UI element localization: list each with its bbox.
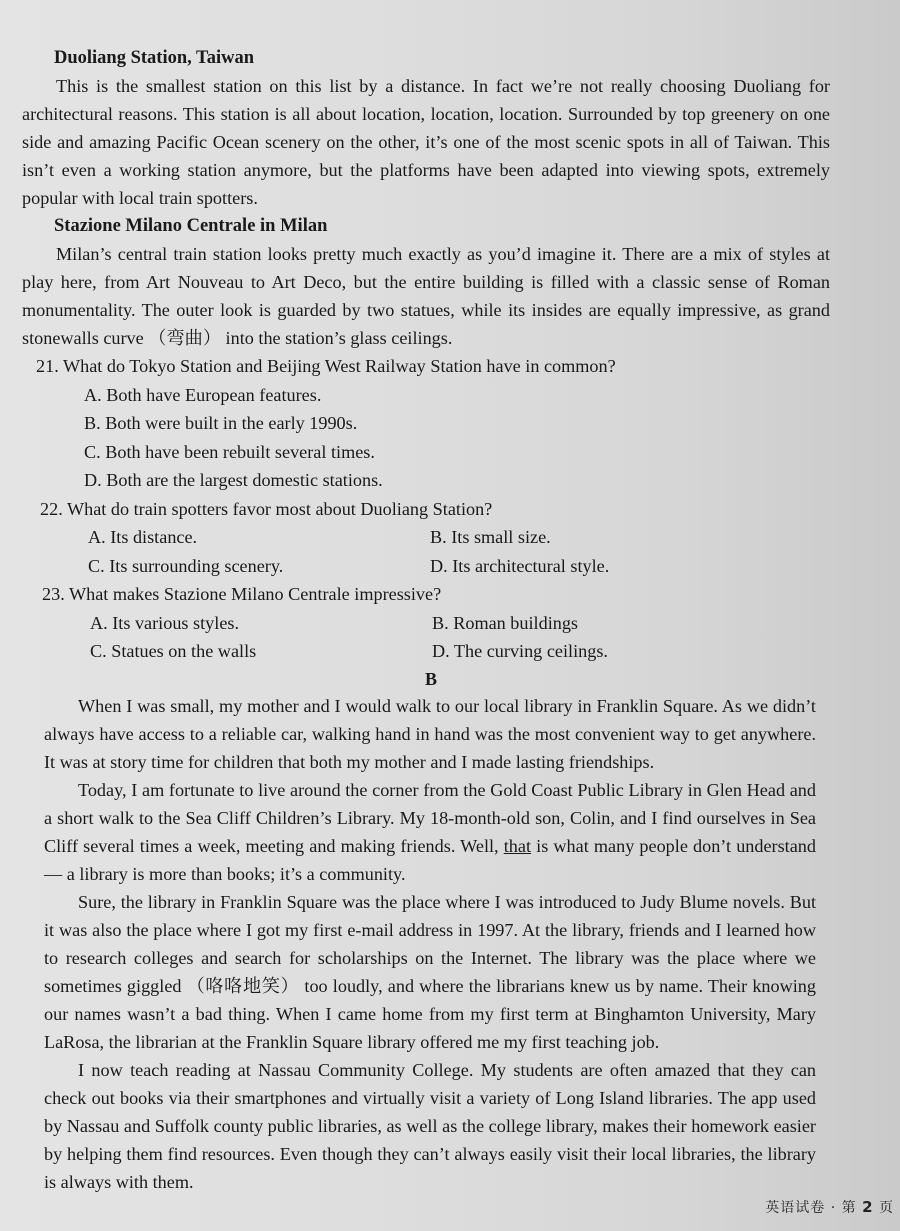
question-22-stem: 22. What do train spotters favor most about Duoliang Station? (40, 498, 493, 519)
footer-page-number: 2 (862, 1198, 874, 1216)
section-b-passage (44, 692, 816, 1196)
footer-page-suffix: 页 (879, 1200, 894, 1216)
question-21-option-a: A. Both have European features. (84, 384, 322, 405)
section-b-paragraph-3: Sure, the library in Franklin Square was the place where I was introduced to Judy Blume novels. But it was also the place where I got my first e-mail address in 1997. At the library, friends and I learned how to research colleges and search for scholarships on the Internet. The library was the place where we sometimes giggled （咯咯地笑） too loudly, and where the librarians knew us by name. Their knowing our names wasn’t a bad thing. When I came home from my first term at Binghamton University, Mary LaRosa, the librarian at the Franklin Square library offered me my first teaching job. (44, 891, 816, 1052)
page-footer (765, 1197, 894, 1217)
question-23-option-c: C. Statues on the walls (90, 641, 257, 661)
question-23-option-a: A. Its various styles. (90, 612, 240, 633)
section-b-paragraph-1: When I was small, my mother and I would walk to our local library in Franklin Square. As we didn’t always have access to a reliable car, walking hand in hand was the most convenient way to get anywhere. It was at story time for children that both my mother and I made lasting friendships. (44, 695, 816, 772)
question-22-option-c: C. Its surrounding scenery. (88, 555, 284, 576)
question-23-stem: 23. What makes Stazione Milano Centrale impressive? (42, 584, 442, 604)
question-22-option-b: B. Its small size. (430, 527, 551, 547)
question-22-row-1 (40, 523, 830, 552)
section-b-paragraph-2 (44, 776, 816, 888)
paragraph-2-text-after: is what many people don’t understand — a library is more than books; it’s a community. (44, 835, 816, 884)
duoliang-heading: Duoliang Station, Taiwan (54, 48, 254, 68)
milan-paragraph: Milan’s central train station looks pretty much exactly as you’d imagine it. There are a mix of styles at play here, from Art Nouveau to Art Deco, but the entire building is filled with a classic sense of Roman monumentality. The outer look is guarded by two statues, while its insides are equally impressive, as grand stonewalls curve （弯曲） into the station’s glass ceilings. (22, 244, 830, 348)
section-b-paragraph-4: I now teach reading at Nassau Community College. My students are often amazed that they can check out books via their smartphones and virtually visit a variety of Long Island libraries. The app used by Nassau and Suffolk county public libraries, as well as the college library, makes their homework easier by helping them find resources. Even though they can’t always easily visit their local libraries, the library is always with them. (44, 1059, 816, 1192)
question-23-row-2 (42, 637, 830, 666)
question-23-row-1 (42, 609, 830, 638)
question-22 (40, 495, 830, 581)
question-23-option-b: B. Roman buildings (432, 612, 579, 633)
footer-subject: 英语试卷 (765, 1200, 826, 1216)
question-21-stem: 21. What do Tokyo Station and Beijing West Railway Station have in common? (36, 356, 616, 376)
footer-page-prefix: 第 (841, 1200, 857, 1216)
footer-dot: · (830, 1200, 837, 1216)
question-23-option-d: D. The curving ceilings. (432, 641, 608, 661)
duoliang-paragraph: This is the smallest station on this list by a distance. In fact we’re not really choosing Duoliang for architectural reasons. This station is all about location, location, location. Surrounded by top greenery on one side and amazing Pacific Ocean scenery on the other, it’s one of the most scenic spots in all of Taiwan. This isn’t even a working station anymore, but the platforms have been adapted into viewing spots, extremely popular with local train spotters. (22, 76, 830, 208)
question-21 (36, 352, 830, 495)
question-21-option-b: B. Both were built in the early 1990s. (84, 413, 358, 433)
question-22-option-d: D. Its architectural style. (430, 555, 610, 576)
question-22-option-a: A. Its distance. (88, 527, 198, 547)
question-22-row-2 (40, 552, 830, 581)
page-content (22, 44, 830, 1196)
duoliang-section (22, 44, 830, 212)
milan-heading: Stazione Milano Centrale in Milan (54, 216, 328, 236)
section-b-letter: B (424, 668, 437, 689)
question-21-option-d: D. Both are the largest domestic stations. (84, 470, 383, 490)
underlined-word-that: that (503, 835, 532, 856)
question-21-option-c: C. Both have been rebuilt several times. (84, 441, 375, 462)
paragraph-2-text-before: Today, I am fortunate to live around the corner from the Gold Coast Public Library in Glen Head and a short walk to the Sea Cliff Children’s Library. My 18-month-old son, Colin, and I find ourselves in Sea Cliff several times a week, meeting and making friends. Well, (44, 779, 816, 856)
milan-section (22, 212, 830, 352)
question-23 (42, 580, 830, 666)
